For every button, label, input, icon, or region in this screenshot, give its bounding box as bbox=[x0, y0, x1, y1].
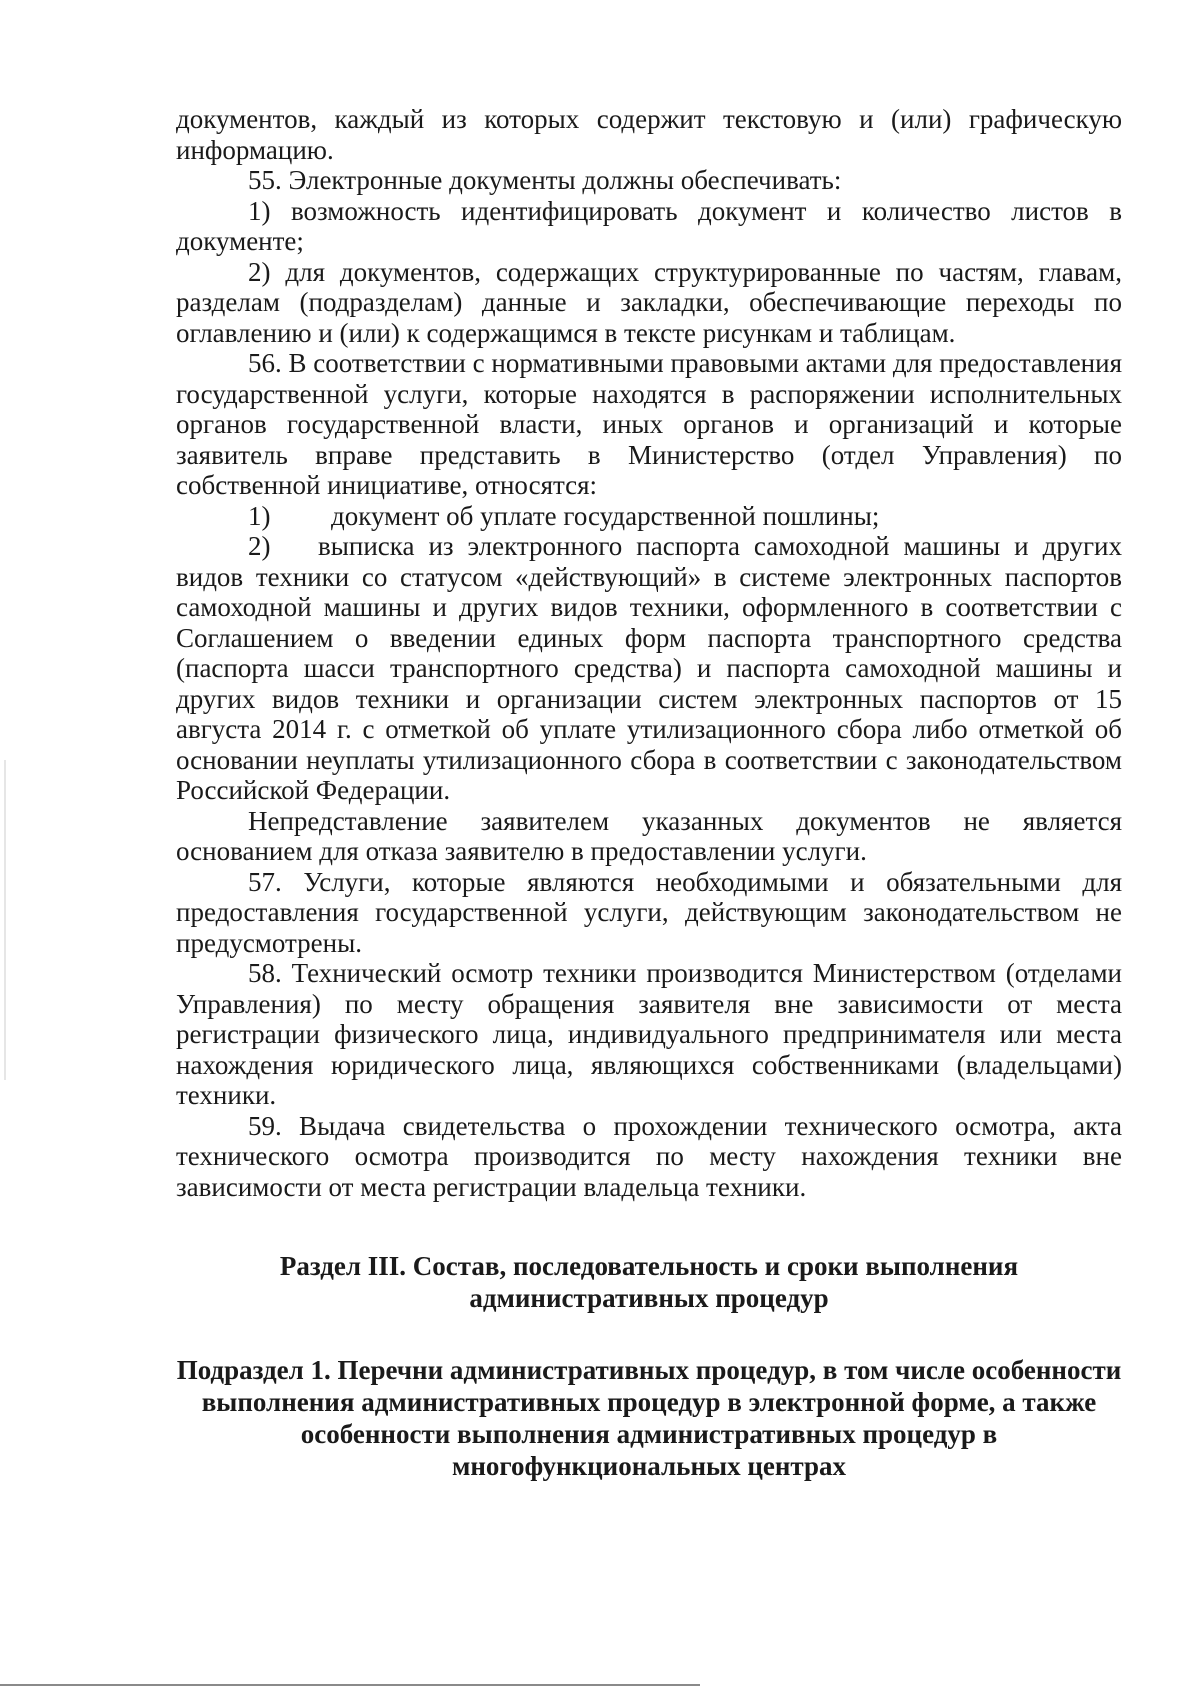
paragraph-57: 57. Услуги, которые являются необходимыми и обязательными для предоставления государственной услуги, действующим законодательством не предусмотрены. bbox=[176, 866, 1122, 958]
paragraph-56-item-2 bbox=[176, 531, 1122, 806]
paragraph-55: 55. Электронные документы должны обеспечивать: bbox=[248, 165, 842, 195]
paragraph-56-note: Непредставление заявителем указанных документов не является основанием для отказа заявителю в предоставлении услуги. bbox=[176, 805, 1122, 866]
subsection-heading: Подраздел 1. Перечни административных процедур, в том числе особенности выполнения административных процедур в электронной форме, а также особенности выполнения административных процедур в многофункциональных центрах bbox=[176, 1355, 1122, 1481]
list-text: выписка из электронного паспорта самоходной машины и других видов техники со статусом «действующий» в системе электронных паспортов самоходной машины и других видов техники, оформленного в соответствии с Соглашением о введении единых форм паспорта транспортного средства (паспорта шасси транспортного средства) и паспорта самоходной машины и других видов техники и организации систем электронных паспортов от 15 августа 2014 г. с отметкой об уплате утилизационного сбора либо отметкой об основании неуплаты утилизационного сбора в соответствии с законодательством Российской Федерации. bbox=[176, 531, 1122, 805]
list-number: 1) bbox=[248, 500, 271, 531]
paragraph-55-item-2: 2) для документов, содержащих структурированные по частям, главам, разделам (подразделам) данные и закладки, обеспечивающие переходы по оглавлению и (или) к содержащимся в тексте рисункам и таблицам. bbox=[176, 256, 1122, 348]
scan-margin-shadow bbox=[4, 760, 6, 1080]
document-body bbox=[176, 104, 1122, 1482]
paragraph-58: 58. Технический осмотр техники производится Министерством (отделами Управления) по месту обращения заявителя вне зависимости от места регистрации физического лица, индивидуального предпринимателя или места нахождения юридического лица, являющихся собственниками (владельцами) техники. bbox=[176, 958, 1122, 1110]
paragraph-continuation: документов, каждый из которых содержит текстовую и (или) графическую информацию. bbox=[176, 104, 1122, 165]
paragraph-59: 59. Выдача свидетельства о прохождении технического осмотра, акта технического осмотра производится по месту нахождения техники вне зависимости от места регистрации владельца техники. bbox=[176, 1110, 1122, 1202]
paragraph-55-item-1: 1) возможность идентифицировать документ и количество листов в документе; bbox=[176, 195, 1122, 256]
list-number: 2) bbox=[248, 531, 271, 561]
paragraph-56: 56. В соответствии с нормативными правовыми актами для предоставления государственной услуги, которые находятся в распоряжении исполнительных органов государственной власти, иных органов и организаций и которые заявитель вправе представить в Министерство (отдел Управления) по собственной инициативе, относятся: bbox=[176, 348, 1122, 500]
paragraph-56-item-1 bbox=[176, 501, 1122, 532]
section-heading: Раздел III. Состав, последовательность и сроки выполнения административных процедур bbox=[279, 1251, 1019, 1313]
page-bottom-rule bbox=[0, 1684, 700, 1686]
list-text: документ об уплате государственной пошлины; bbox=[331, 500, 880, 531]
